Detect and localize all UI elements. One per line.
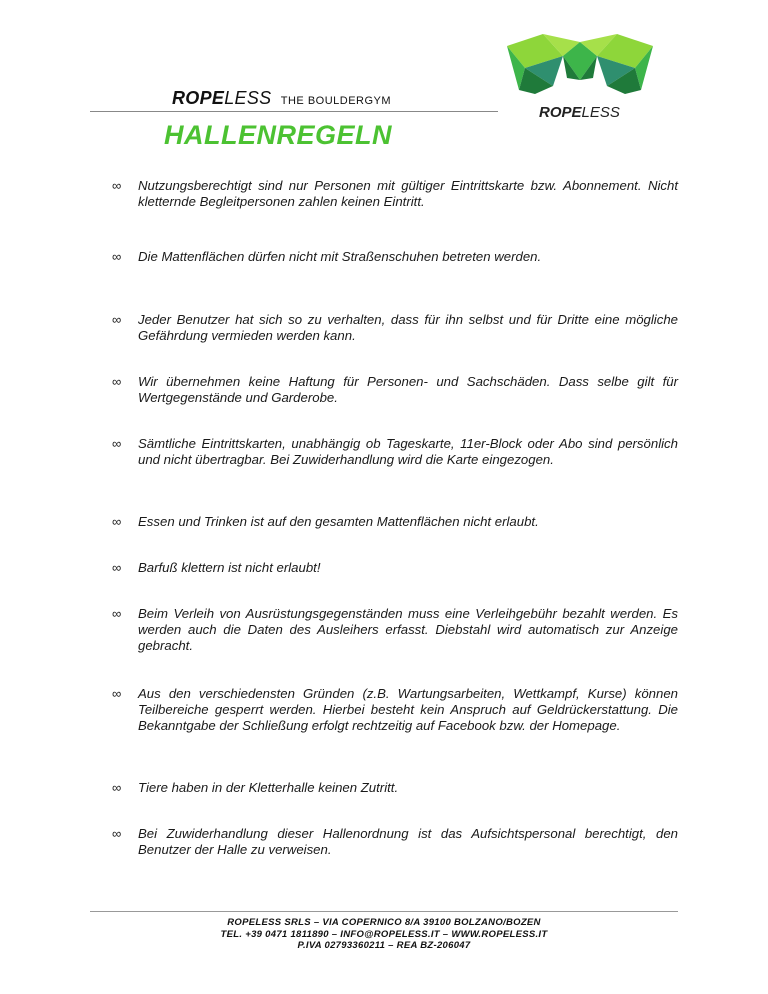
rule-text: Bei Zuwiderhandlung dieser Hallenordnung ist das Aufsichtspersonal berechtigt, den Benutzer der Halle zu verweisen. xyxy=(138,826,678,857)
footer-address: ROPELESS SRLS – VIA COPERNICO 8/A 39100 BOLZANO/BOZEN xyxy=(227,917,541,928)
rule-item xyxy=(112,606,678,654)
infinity-bullet-icon: ∞ xyxy=(112,686,122,701)
logo-mark-icon xyxy=(505,28,655,108)
rule-item xyxy=(112,374,678,406)
infinity-bullet-icon: ∞ xyxy=(112,436,122,451)
rule-item xyxy=(112,826,678,858)
logo-word-rope: ROPE xyxy=(539,104,582,121)
footer-divider xyxy=(90,911,678,912)
rule-text: Tiere haben in der Kletterhalle keinen Zutritt. xyxy=(138,780,399,795)
rule-item xyxy=(112,686,678,734)
rule-text: Aus den verschiedensten Gründen (z.B. Wartungsarbeiten, Wettkampf, Kurse) können Teilbereiche gesperrt werden. Hierbei besteht kein Anspruch auf Geldrückerstattung. Die Bekanntgabe der Schließung erfolgt rechtzeitig auf Facebook bzw. der Homepage. xyxy=(138,686,678,733)
rule-text: Die Mattenflächen dürfen nicht mit Straßenschuhen betreten werden. xyxy=(138,249,542,264)
infinity-bullet-icon: ∞ xyxy=(112,312,122,327)
infinity-bullet-icon: ∞ xyxy=(112,826,122,841)
infinity-bullet-icon: ∞ xyxy=(112,780,122,795)
brand-rope: ROPE xyxy=(172,88,225,108)
brand-tagline: THE BOULDERGYM xyxy=(280,95,392,107)
rule-item xyxy=(112,560,678,576)
logo-wordmark xyxy=(539,104,620,121)
ropeless-logo xyxy=(505,28,655,128)
logo-word-less: LESS xyxy=(581,104,620,121)
rule-text: Essen und Trinken ist auf den gesamten Mattenflächen nicht erlaubt. xyxy=(138,514,539,529)
infinity-bullet-icon: ∞ xyxy=(112,178,122,193)
rule-item xyxy=(112,312,678,344)
rule-item xyxy=(112,780,678,796)
header-divider xyxy=(90,111,498,112)
rule-text: Jeder Benutzer hat sich so zu verhalten, dass für ihn selbst und für Dritte eine mögliche Gefährdung vermieden werden kann. xyxy=(138,312,678,343)
brand-line xyxy=(172,88,391,109)
rule-text: Nutzungsberechtigt sind nur Personen mit gültiger Eintrittskarte bzw. Abonnement. Nicht kletternde Begleitpersonen zahlen keinen Eintritt. xyxy=(138,178,678,209)
infinity-bullet-icon: ∞ xyxy=(112,249,122,264)
rule-item xyxy=(112,178,678,210)
infinity-bullet-icon: ∞ xyxy=(112,606,122,621)
page-title: HALLENREGELN xyxy=(164,120,392,150)
rule-item xyxy=(112,436,678,468)
rule-item xyxy=(112,249,678,265)
rule-item xyxy=(112,514,678,530)
footer-tax-info: P.IVA 02793360211 – REA BZ-206047 xyxy=(297,940,471,951)
footer xyxy=(90,917,678,952)
brand-less: LESS xyxy=(224,88,272,108)
rule-text: Sämtliche Eintrittskarten, unabhängig ob Tageskarte, 11er-Block oder Abo sind persönlich und nicht übertragbar. Bei Zuwiderhandlung wird die Karte eingezogen. xyxy=(138,436,678,467)
footer-contact: TEL. +39 0471 1811890 – INFO@ROPELESS.IT – WWW.ROPELESS.IT xyxy=(220,928,548,940)
rule-text: Beim Verleih von Ausrüstungsgegenständen muss eine Verleihgebühr bezahlt werden. Es werden auch die Daten des Ausleihers erfasst. Diebstahl wird automatisch zur Anzeige gebracht. xyxy=(138,606,678,653)
rule-text: Barfuß klettern ist nicht erlaubt! xyxy=(138,560,321,575)
rule-text: Wir übernehmen keine Haftung für Personen- und Sachschäden. Dass selbe gilt für Wertgegenstände und Garderobe. xyxy=(138,374,678,405)
infinity-bullet-icon: ∞ xyxy=(112,560,122,575)
infinity-bullet-icon: ∞ xyxy=(112,374,122,389)
infinity-bullet-icon: ∞ xyxy=(112,514,122,529)
